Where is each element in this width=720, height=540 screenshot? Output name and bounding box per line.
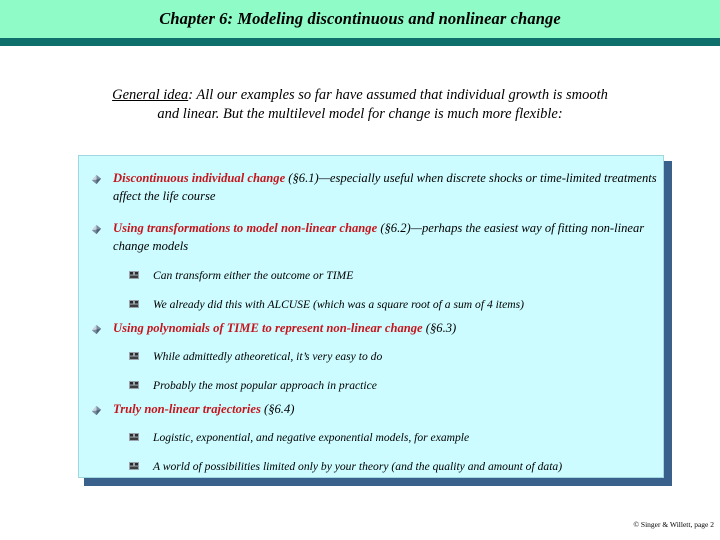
square-bullet-icon [129, 430, 153, 441]
bullet-rest-1: (§6.1)—especially useful when discrete shocks or time-limited treatments affect the life course [113, 171, 657, 203]
diamond-bullet-icon [91, 170, 113, 185]
page-title: Chapter 6: Modeling discontinuous and nonlinear change [159, 9, 561, 28]
bullet-item-3 [91, 320, 657, 338]
bullet-item-2 [91, 220, 657, 255]
bullet-lead-3: Using polynomials of TIME to represent non-linear change [113, 321, 423, 335]
diamond-bullet-icon [91, 320, 113, 335]
sub-bullet-text-2-2: We already did this with ALCUSE (which was a square root of a sum of 4 items) [153, 298, 525, 311]
square-bullet-icon [129, 268, 153, 279]
square-bullet-icon [129, 349, 153, 360]
header-divider-rule [0, 38, 720, 46]
bullet-rest-2: (§6.2)—perhaps the easiest way of fitting non-linear change models [113, 221, 645, 253]
intro-label: General idea [112, 87, 189, 103]
intro-body: All our examples so far have assumed that individual growth is smooth and linear. But the multilevel model for change is much more flexible: [157, 87, 608, 122]
footer-credit: © Singer & Willett, page 2 [633, 520, 714, 529]
bullet-text-4 [113, 401, 657, 419]
bullet-text-3 [113, 320, 657, 338]
bullet-item-4 [91, 401, 657, 419]
sub-bullet-item-2-1 [129, 268, 657, 283]
square-bullet-icon [129, 297, 153, 308]
sub-bullet-item-4-1 [129, 430, 657, 445]
intro-colon: : [188, 87, 194, 103]
sub-bullet-text-3-1: While admittedly atheoretical, it’s very easy to do [153, 350, 383, 363]
sub-bullet-text-4-2: A world of possibilities limited only by your theory (and the quality and amount of data) [153, 460, 563, 473]
sub-bullet-item-4-2 [129, 459, 657, 474]
square-bullet-icon [129, 378, 153, 389]
bullet-rest-4: (§6.4) [260, 402, 295, 416]
sub-bullet-text-3-2: Probably the most popular approach in practice [153, 379, 377, 392]
bullet-rest-3: (§6.3) [422, 321, 457, 335]
sub-bullet-text-4-1: Logistic, exponential, and negative exponential models, for example [153, 431, 470, 444]
bullet-text-1 [113, 170, 657, 205]
sub-bullet-item-3-1 [129, 349, 657, 364]
bullet-lead-4: Truly non-linear trajectories [113, 402, 261, 416]
sub-bullet-text-2-1: Can transform either the outcome or TIME [153, 269, 354, 282]
square-bullet-icon [129, 459, 153, 470]
bullet-lead-1: Discontinuous individual change [113, 171, 286, 185]
bullet-text-2 [113, 220, 657, 255]
sub-bullet-item-3-2 [129, 378, 657, 393]
content-box [78, 155, 664, 478]
sub-bullet-item-2-2 [129, 297, 657, 312]
slide-header [0, 0, 720, 38]
bullet-item-1 [91, 170, 657, 205]
diamond-bullet-icon [91, 401, 113, 416]
bullet-lead-2: Using transformations to model non-linear change [113, 221, 378, 235]
intro-paragraph [110, 86, 610, 124]
diamond-bullet-icon [91, 220, 113, 235]
